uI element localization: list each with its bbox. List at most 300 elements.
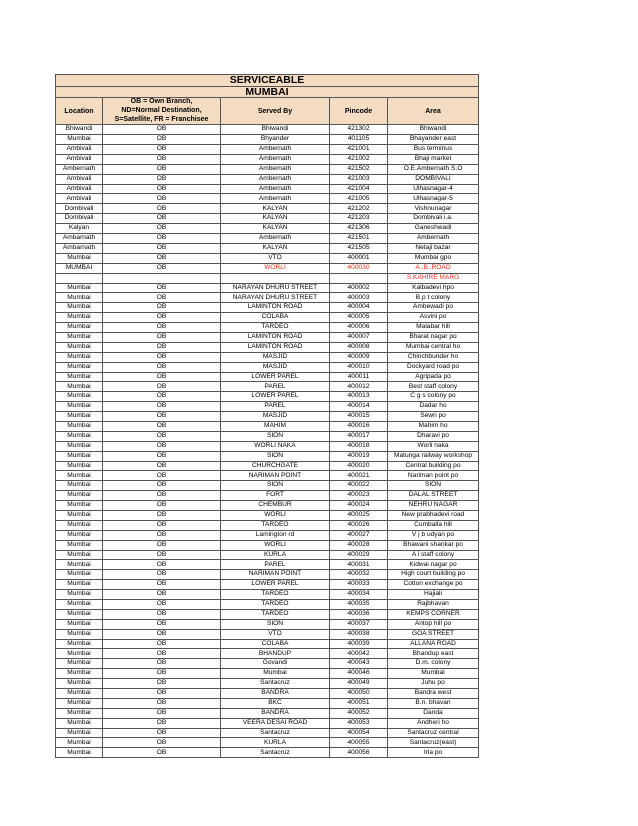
- cell-served-by: NARAYAN DHURU STREET: [221, 283, 330, 293]
- cell-location: Mumbai: [56, 590, 103, 600]
- cell-type: OB: [103, 550, 221, 560]
- cell-pincode: 400038: [330, 629, 388, 639]
- cell-served-by: COLABA: [221, 639, 330, 649]
- cell-served-by: Bhiwandi: [221, 125, 330, 135]
- cell-pincode: 400015: [330, 412, 388, 422]
- cell-location: Mumbai: [56, 135, 103, 145]
- cell-served-by: Santacruz: [221, 728, 330, 738]
- cell-pincode: 421501: [330, 234, 388, 244]
- cell-area: KEMPS CORNER: [388, 609, 479, 619]
- table-row: [56, 520, 479, 530]
- table-row: [56, 382, 479, 392]
- cell-pincode: 400013: [330, 392, 388, 402]
- cell-location: Mumbai: [56, 639, 103, 649]
- cell-type: OB: [103, 609, 221, 619]
- title-row: [56, 75, 479, 87]
- cell-type: OB: [103, 451, 221, 461]
- cell-area: B p t colony: [388, 293, 479, 303]
- cell-served-by: [221, 273, 330, 283]
- cell-pincode: 421306: [330, 224, 388, 234]
- cell-area: Bhiwandi: [388, 125, 479, 135]
- cell-served-by: Lamington rd: [221, 530, 330, 540]
- cell-area: Hajiali: [388, 590, 479, 600]
- cell-served-by: TARDEO: [221, 600, 330, 610]
- cell-served-by: KURLA: [221, 738, 330, 748]
- cell-served-by: Ambernath: [221, 174, 330, 184]
- cell-location: Mumbai: [56, 313, 103, 323]
- cell-area: Netaji bazar: [388, 243, 479, 253]
- table-row: [56, 738, 479, 748]
- cell-location: Mumbai: [56, 362, 103, 372]
- table-row: [56, 431, 479, 441]
- cell-type: OB: [103, 471, 221, 481]
- table-row: [56, 273, 479, 283]
- cell-served-by: COLABA: [221, 313, 330, 323]
- cell-location: Ambarnath: [56, 234, 103, 244]
- cell-location: Mumbai: [56, 283, 103, 293]
- cell-type: OB: [103, 174, 221, 184]
- cell-served-by: MASJID: [221, 352, 330, 362]
- table-row: [56, 184, 479, 194]
- cell-type: OB: [103, 303, 221, 313]
- cell-area: Antop hill po: [388, 619, 479, 629]
- cell-type: OB: [103, 234, 221, 244]
- cell-type: OB: [103, 600, 221, 610]
- table-row: [56, 698, 479, 708]
- cell-type: OB: [103, 313, 221, 323]
- cell-area: Irla po: [388, 748, 479, 758]
- cell-type: OB: [103, 135, 221, 145]
- cell-type: OB: [103, 530, 221, 540]
- cell-type: OB: [103, 689, 221, 699]
- serviceable-table: [55, 74, 479, 758]
- cell-area: Sewri po: [388, 412, 479, 422]
- cell-type: OB: [103, 491, 221, 501]
- cell-pincode: 400005: [330, 313, 388, 323]
- cell-type: OB: [103, 204, 221, 214]
- cell-area: Chinchbunder ho: [388, 352, 479, 362]
- cell-served-by: MASJID: [221, 362, 330, 372]
- header-location: Location: [56, 98, 103, 125]
- cell-area: Ganeshwadi: [388, 224, 479, 234]
- cell-served-by: Ambernath: [221, 184, 330, 194]
- cell-served-by: SION: [221, 451, 330, 461]
- cell-location: Mumbai: [56, 501, 103, 511]
- table-row: [56, 669, 479, 679]
- column-header-row: [56, 98, 479, 125]
- legend-line-3: S=Satellite, FR = Franchisee: [114, 115, 209, 123]
- cell-pincode: 400053: [330, 718, 388, 728]
- cell-served-by: LOWER PAREL: [221, 392, 330, 402]
- table-row: [56, 560, 479, 570]
- cell-type: OB: [103, 154, 221, 164]
- table-row: [56, 194, 479, 204]
- cell-area: C g s colony po: [388, 392, 479, 402]
- cell-location: Mumbai: [56, 649, 103, 659]
- table-row: [56, 293, 479, 303]
- table-row: [56, 590, 479, 600]
- cell-served-by: PAREL: [221, 560, 330, 570]
- cell-type: OB: [103, 125, 221, 135]
- cell-type: OB: [103, 421, 221, 431]
- table-row: [56, 214, 479, 224]
- cell-type: OB: [103, 708, 221, 718]
- cell-location: Mumbai: [56, 698, 103, 708]
- cell-location: Mumbai: [56, 352, 103, 362]
- cell-type: OB: [103, 323, 221, 333]
- cell-type: OB: [103, 679, 221, 689]
- cell-type: OB: [103, 372, 221, 382]
- cell-served-by: WORLI: [221, 540, 330, 550]
- header-area: Area: [388, 98, 479, 125]
- cell-location: Mumbai: [56, 253, 103, 263]
- cell-location: Mumbai: [56, 708, 103, 718]
- cell-area: Santacruz central: [388, 728, 479, 738]
- cell-served-by: Ambernath: [221, 164, 330, 174]
- cell-area: SION: [388, 481, 479, 491]
- cell-served-by: Govandi: [221, 659, 330, 669]
- cell-area: High court building po: [388, 570, 479, 580]
- table-row: [56, 441, 479, 451]
- cell-location: Mumbai: [56, 372, 103, 382]
- header-served-by: Served By: [221, 98, 330, 125]
- cell-pincode: 421302: [330, 125, 388, 135]
- cell-location: Ambernath: [56, 164, 103, 174]
- cell-served-by: MAHIM: [221, 421, 330, 431]
- table-row: [56, 540, 479, 550]
- cell-type: OB: [103, 639, 221, 649]
- table-row: [56, 550, 479, 560]
- table-row: [56, 580, 479, 590]
- cell-type: OB: [103, 560, 221, 570]
- cell-area: Malabar hill: [388, 323, 479, 333]
- cell-served-by: CHURCHGATE: [221, 461, 330, 471]
- cell-location: Mumbai: [56, 451, 103, 461]
- cell-pincode: 400007: [330, 332, 388, 342]
- table-row: [56, 412, 479, 422]
- cell-served-by: VEERA DESAI ROAD: [221, 718, 330, 728]
- cell-area: ALLANA ROAD: [388, 639, 479, 649]
- cell-served-by: Ambernath: [221, 234, 330, 244]
- table-row: [56, 471, 479, 481]
- cell-type: OB: [103, 659, 221, 669]
- cell-area: Dadar ho: [388, 402, 479, 412]
- cell-area: O.E.Ambernath S.O: [388, 164, 479, 174]
- table-row: [56, 224, 479, 234]
- cell-type: OB: [103, 698, 221, 708]
- cell-location: Ambivali: [56, 174, 103, 184]
- cell-served-by: SION: [221, 431, 330, 441]
- cell-served-by: Ambernath: [221, 154, 330, 164]
- cell-location: Mumbai: [56, 738, 103, 748]
- cell-type: OB: [103, 352, 221, 362]
- cell-area: Matunga railway workshop: [388, 451, 479, 461]
- cell-location: Mumbai: [56, 510, 103, 520]
- legend-line-2: ND=Normal Destination,: [121, 106, 202, 114]
- cell-type: OB: [103, 748, 221, 758]
- cell-served-by: KURLA: [221, 550, 330, 560]
- table-row: [56, 629, 479, 639]
- cell-area: Mumbai gpo: [388, 253, 479, 263]
- cell-location: Bhiwandi: [56, 125, 103, 135]
- cell-location: Mumbai: [56, 669, 103, 679]
- cell-area: Ambernath: [388, 234, 479, 244]
- cell-area: DALAL STREET: [388, 491, 479, 501]
- cell-type: OB: [103, 570, 221, 580]
- table-row: [56, 689, 479, 699]
- cell-area: A..B..ROAD: [388, 263, 479, 273]
- table-row: [56, 481, 479, 491]
- table-row: [56, 174, 479, 184]
- cell-served-by: Santacruz: [221, 679, 330, 689]
- cell-served-by: KALYAN: [221, 214, 330, 224]
- cell-area: Best staff colony: [388, 382, 479, 392]
- table-body: [56, 125, 479, 758]
- cell-served-by: LOWER PAREL: [221, 580, 330, 590]
- cell-served-by: Ambernath: [221, 194, 330, 204]
- table-row: [56, 639, 479, 649]
- cell-served-by: WORLI: [221, 263, 330, 273]
- cell-pincode: 400023: [330, 491, 388, 501]
- cell-pincode: 400024: [330, 501, 388, 511]
- cell-pincode: 400034: [330, 590, 388, 600]
- table-row: [56, 451, 479, 461]
- cell-area: GOA STREET: [388, 629, 479, 639]
- cell-type: OB: [103, 164, 221, 174]
- cell-pincode: 400052: [330, 708, 388, 718]
- table-row: [56, 600, 479, 610]
- cell-served-by: VTO: [221, 253, 330, 263]
- cell-pincode: 400056: [330, 748, 388, 758]
- table-row: [56, 718, 479, 728]
- table-row: [56, 570, 479, 580]
- cell-pincode: 400009: [330, 352, 388, 362]
- cell-pincode: 400011: [330, 372, 388, 382]
- cell-pincode: 400039: [330, 639, 388, 649]
- cell-pincode: 421505: [330, 243, 388, 253]
- cell-area: New prabhadevi road: [388, 510, 479, 520]
- cell-pincode: 400035: [330, 600, 388, 610]
- cell-pincode: 400027: [330, 530, 388, 540]
- table-row: [56, 263, 479, 273]
- cell-location: Mumbai: [56, 392, 103, 402]
- cell-location: [56, 273, 103, 283]
- cell-pincode: 400054: [330, 728, 388, 738]
- cell-served-by: PAREL: [221, 382, 330, 392]
- cell-served-by: Ambernath: [221, 145, 330, 155]
- cell-area: Rajbhavan: [388, 600, 479, 610]
- cell-area: Danda: [388, 708, 479, 718]
- cell-area: Central building po: [388, 461, 479, 471]
- cell-area: Asvini po: [388, 313, 479, 323]
- cell-location: Ambarnath: [56, 243, 103, 253]
- cell-location: Mumbai: [56, 471, 103, 481]
- cell-type: OB: [103, 441, 221, 451]
- cell-served-by: Santacruz: [221, 748, 330, 758]
- cell-served-by: KALYAN: [221, 204, 330, 214]
- header-pincode: Pincode: [330, 98, 388, 125]
- cell-pincode: 400031: [330, 560, 388, 570]
- cell-area: Bhaji market: [388, 154, 479, 164]
- cell-location: Mumbai: [56, 530, 103, 540]
- table-row: [56, 402, 479, 412]
- cell-area: Bandra west: [388, 689, 479, 699]
- cell-served-by: WORLI: [221, 510, 330, 520]
- cell-pincode: 421001: [330, 145, 388, 155]
- spreadsheet-sheet: [55, 74, 478, 758]
- cell-location: Mumbai: [56, 728, 103, 738]
- cell-type: OB: [103, 224, 221, 234]
- cell-type: OB: [103, 263, 221, 273]
- table-row: [56, 323, 479, 333]
- cell-location: Mumbai: [56, 619, 103, 629]
- cell-location: Mumbai: [56, 550, 103, 560]
- cell-type: OB: [103, 540, 221, 550]
- cell-area: Ambewadi po: [388, 303, 479, 313]
- cell-type: OB: [103, 431, 221, 441]
- cell-pincode: 401105: [330, 135, 388, 145]
- cell-location: Dombivali: [56, 204, 103, 214]
- table-row: [56, 510, 479, 520]
- cell-area: A i staff colony: [388, 550, 479, 560]
- cell-pincode: 400003: [330, 293, 388, 303]
- cell-pincode: 400030: [330, 263, 388, 273]
- cell-type: OB: [103, 194, 221, 204]
- cell-area: Bus terminus: [388, 145, 479, 155]
- cell-pincode: 400049: [330, 679, 388, 689]
- cell-served-by: BKC: [221, 698, 330, 708]
- cell-pincode: 400037: [330, 619, 388, 629]
- cell-location: Mumbai: [56, 481, 103, 491]
- cell-served-by: TARDEO: [221, 609, 330, 619]
- cell-area: Ulhasnagar-5: [388, 194, 479, 204]
- header-legend: [103, 98, 221, 125]
- cell-type: OB: [103, 362, 221, 372]
- cell-type: OB: [103, 481, 221, 491]
- cell-served-by: BANDRA: [221, 708, 330, 718]
- cell-location: Mumbai: [56, 431, 103, 441]
- cell-area: Cumballa hill: [388, 520, 479, 530]
- cell-pincode: 400029: [330, 550, 388, 560]
- cell-served-by: NARIMAN POINT: [221, 570, 330, 580]
- cell-location: Mumbai: [56, 412, 103, 422]
- cell-served-by: MASJID: [221, 412, 330, 422]
- cell-type: OB: [103, 342, 221, 352]
- cell-pincode: 421203: [330, 214, 388, 224]
- cell-served-by: KALYAN: [221, 224, 330, 234]
- cell-type: OB: [103, 629, 221, 639]
- cell-area: Bhawani shankar po: [388, 540, 479, 550]
- cell-served-by: Mumbai: [221, 669, 330, 679]
- cell-location: Mumbai: [56, 421, 103, 431]
- cell-pincode: 421005: [330, 194, 388, 204]
- cell-pincode: 400019: [330, 451, 388, 461]
- cell-type: [103, 273, 221, 283]
- cell-area: Worli naka: [388, 441, 479, 451]
- cell-area: Nariman point po: [388, 471, 479, 481]
- cell-pincode: 400050: [330, 689, 388, 699]
- cell-pincode: 400026: [330, 520, 388, 530]
- cell-pincode: 400018: [330, 441, 388, 451]
- cell-location: Mumbai: [56, 748, 103, 758]
- cell-area: Juhu po: [388, 679, 479, 689]
- table-row: [56, 342, 479, 352]
- cell-location: Mumbai: [56, 718, 103, 728]
- table-row: [56, 145, 479, 155]
- table-row: [56, 135, 479, 145]
- cell-area: Ulhasnagar-4: [388, 184, 479, 194]
- cell-area: D.m. colony: [388, 659, 479, 669]
- cell-location: Mumbai: [56, 600, 103, 610]
- table-row: [56, 679, 479, 689]
- cell-type: OB: [103, 501, 221, 511]
- cell-type: OB: [103, 243, 221, 253]
- cell-served-by: WORLI NAKA: [221, 441, 330, 451]
- cell-served-by: NARAYAN DHURU STREET: [221, 293, 330, 303]
- cell-location: Mumbai: [56, 441, 103, 451]
- cell-type: OB: [103, 590, 221, 600]
- table-row: [56, 303, 479, 313]
- table-row: [56, 392, 479, 402]
- cell-area: V j b udyan po: [388, 530, 479, 540]
- cell-area: Kalbadevi hpo: [388, 283, 479, 293]
- cell-type: OB: [103, 649, 221, 659]
- cell-type: OB: [103, 184, 221, 194]
- cell-area: Mahim ho: [388, 421, 479, 431]
- cell-location: Ambivali: [56, 194, 103, 204]
- table-row: [56, 362, 479, 372]
- cell-pincode: 400014: [330, 402, 388, 412]
- table-row: [56, 283, 479, 293]
- cell-pincode: 400033: [330, 580, 388, 590]
- cell-type: OB: [103, 283, 221, 293]
- cell-pincode: 400036: [330, 609, 388, 619]
- cell-location: Mumbai: [56, 303, 103, 313]
- cell-pincode: 400008: [330, 342, 388, 352]
- cell-area: NEHRU NAGAR: [388, 501, 479, 511]
- cell-type: OB: [103, 580, 221, 590]
- cell-served-by: NARIMAN POINT: [221, 471, 330, 481]
- cell-location: Dombivali: [56, 214, 103, 224]
- cell-area: Dharavi po: [388, 431, 479, 441]
- cell-served-by: LOWER PAREL: [221, 372, 330, 382]
- table-row: [56, 253, 479, 263]
- cell-served-by: FORT: [221, 491, 330, 501]
- cell-pincode: 400002: [330, 283, 388, 293]
- cell-location: Mumbai: [56, 629, 103, 639]
- cell-area: Bharat nagar po: [388, 332, 479, 342]
- cell-area: S.KAHIRE MARG: [388, 273, 479, 283]
- sheet-title: SERVICEABLE: [56, 75, 479, 87]
- table-row: [56, 332, 479, 342]
- cell-pincode: 400025: [330, 510, 388, 520]
- cell-type: OB: [103, 293, 221, 303]
- cell-pincode: 400028: [330, 540, 388, 550]
- cell-area: B.n. bhavan: [388, 698, 479, 708]
- subtitle-row: [56, 86, 479, 98]
- cell-type: OB: [103, 145, 221, 155]
- cell-served-by: Bhyander: [221, 135, 330, 145]
- cell-pincode: 400010: [330, 362, 388, 372]
- sheet-subtitle: MUMBAI: [56, 86, 479, 98]
- cell-location: Mumbai: [56, 402, 103, 412]
- cell-area: Mumbai: [388, 669, 479, 679]
- table-row: [56, 491, 479, 501]
- cell-location: Mumbai: [56, 323, 103, 333]
- cell-served-by: LAMINTON ROAD: [221, 342, 330, 352]
- table-row: [56, 234, 479, 244]
- cell-served-by: BANDRA: [221, 689, 330, 699]
